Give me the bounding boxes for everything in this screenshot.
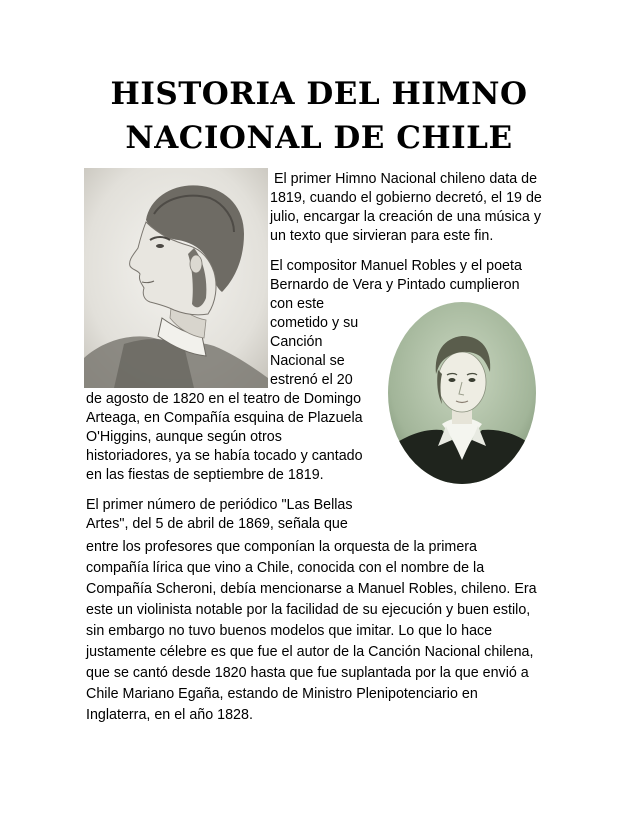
paragraph-2-line: historiadores, ya se había tocado y cantado: [86, 448, 363, 464]
profile-sketch-portrait: [84, 168, 268, 388]
paragraph-3-line: compañía lírica que vino a Chile, conocida con el nombre de la: [86, 560, 485, 576]
title-line: HISTORIA DEL HIMNO: [110, 76, 528, 112]
paragraph-2-line: cometido y su: [270, 315, 359, 331]
paragraph-3-line: este un violinista notable por la facilidad de su ejecución y buen estilo,: [86, 602, 531, 618]
paragraph-2-line: Arteaga, en Compañía esquina de Plazuela: [86, 410, 363, 426]
paragraph-2-line: O'Higgins, aunque según otros: [86, 429, 282, 445]
paragraph-2-line: en las fiestas de septiembre de 1819.: [86, 467, 324, 483]
paragraph-2-line: Nacional se: [270, 353, 345, 369]
paragraph-2-line: de agosto de 1820 en el teatro de Domingo: [86, 391, 362, 407]
paragraph-2-line: estrenó el 20: [270, 372, 353, 388]
document-title: [40, 72, 598, 160]
paragraph-2-line: El compositor Manuel Robles y el poeta: [270, 258, 522, 274]
paragraph-1-line: El primer Himno Nacional chileno data de: [274, 171, 538, 187]
paragraph-3-line: sin embargo no tuvo buenos modelos que imitar. Lo que lo hace: [86, 623, 493, 639]
paragraph-2-line: Bernardo de Vera y Pintado cumplieron: [270, 277, 520, 293]
paragraph-1-line: 1819, cuando el gobierno decretó, el 19 de: [270, 190, 542, 206]
paragraph-3-line: El primer número de periódico "Las Bellas: [86, 497, 353, 513]
paragraph-3-line: Chile Mariano Egaña, estando de Ministro Plenipotenciario en: [86, 686, 478, 702]
title-line: NACIONAL DE CHILE: [125, 120, 513, 156]
paragraph-3-line: justamente célebre es que fue el autor de la Canción Nacional chilena,: [86, 644, 534, 660]
paragraph-2-line: con este: [270, 296, 325, 312]
paragraph-3-line: Compañía Scheroni, debía mencionarse a Manuel Robles, chileno. Era: [86, 581, 537, 597]
paragraph-3-line: Inglaterra, en el año 1828.: [86, 707, 253, 723]
paragraph-3-line: que se cantó desde 1820 hasta que fue suplantada por la que envió a: [86, 665, 529, 681]
oval-green-portrait: [386, 300, 538, 486]
paragraph-3-line: entre los profesores que componían la orquesta de la primera: [86, 539, 478, 555]
paragraph-1-line: un texto que sirvieran para este fin.: [270, 228, 494, 244]
paragraph-2-line: Canción: [270, 334, 323, 350]
paragraph-3-line: Artes", del 5 de abril de 1869, señala que: [86, 516, 348, 532]
paragraph-1-line: julio, encargar la creación de una música y: [270, 209, 541, 225]
